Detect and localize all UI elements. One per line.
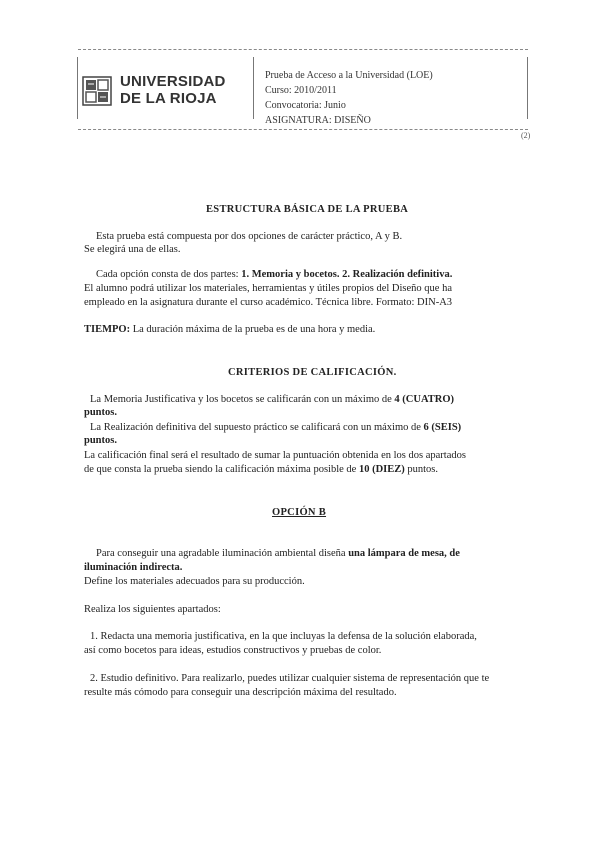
exam-title: Prueba de Acceso a la Universidad (LOE) xyxy=(265,70,433,81)
criteria-c3-line1: La calificación final será el resultado de sumar la puntuación obtenida en los dos apartados xyxy=(84,450,466,461)
structure-p2-line1 xyxy=(96,268,452,281)
task2-line1: 2. Estudio definitivo. Para realizarlo, puedes utilizar cualquier sistema de representación que te xyxy=(90,673,490,684)
task1-line2: así como bocetos para ideas, estudios constructivos y pruebas de color. xyxy=(84,645,382,656)
criteria-c2-text: La Realización definitiva del supuesto práctico se calificará con un máximo de xyxy=(90,422,424,433)
university-name-line1: UNIVERSIDAD xyxy=(120,73,226,90)
option-intro-line3: Define los materiales adecuados para su producción. xyxy=(84,576,305,587)
criteria-title: CRITERIOS DE CALIFICACIÓN. xyxy=(228,367,397,378)
criteria-c2-line2: puntos. xyxy=(84,435,117,446)
time-text: La duración máxima de la prueba es de una hora y media. xyxy=(130,324,376,335)
task2-line2: resulte más cómodo para conseguir una descripción máxima del resultado. xyxy=(84,687,397,698)
structure-p2-parts: 1. Memoria y bocetos. 2. Realización definitiva. xyxy=(241,269,453,280)
structure-p2-text: Cada opción consta de dos partes: xyxy=(96,269,242,280)
option-intro-text: Para conseguir una agradable iluminación ambiental diseña xyxy=(96,548,349,559)
criteria-c3-text: de que consta la prueba siendo la calificación máxima posible de xyxy=(84,464,359,475)
criteria-c1-line1 xyxy=(90,393,454,406)
criteria-c2-line1 xyxy=(90,421,461,434)
header-top-border xyxy=(78,49,528,50)
criteria-c1-text: La Memoria Justificativa y los bocetos se calificarán con un máximo de xyxy=(90,394,395,405)
structure-title: ESTRUCTURA BÁSICA DE LA PRUEBA xyxy=(206,204,409,215)
structure-p2-line2: El alumno podrá utilizar los materiales, herramientas y útiles propios del Diseño que ha xyxy=(84,283,452,294)
university-name-line2: DE LA RIOJA xyxy=(120,90,217,107)
criteria-c1-line2: puntos. xyxy=(84,407,117,418)
structure-p2-line3: empleado en la asignatura durante el curso académico. Técnica libre. Formato: DIN-A3 xyxy=(84,297,453,308)
university-crest-icon xyxy=(82,76,112,106)
header-bottom-border xyxy=(78,129,528,130)
option-intro-line1 xyxy=(96,547,460,560)
header-divider xyxy=(253,57,254,119)
time-label: TIEMPO: xyxy=(84,324,131,335)
university-logo xyxy=(120,73,226,107)
page-mark: (2) xyxy=(521,131,531,140)
criteria-c3-suffix: puntos. xyxy=(404,464,439,475)
exam-session: Convocatoria: Junio xyxy=(265,100,346,111)
criteria-c2-points: 6 (SEIS) xyxy=(423,422,462,433)
tasks-label: Realiza los siguientes apartados: xyxy=(84,604,221,615)
structure-p1-line1: Esta prueba está compuesta por dos opciones de carácter práctico, A y B. xyxy=(96,231,403,242)
criteria-c1-points: 4 (CUATRO) xyxy=(394,394,454,405)
structure-p1-line2: Se elegirá una de ellas. xyxy=(84,244,181,255)
header-right-border xyxy=(527,57,528,119)
criteria-c3-line2 xyxy=(84,463,438,476)
exam-info xyxy=(265,68,433,128)
option-title: OPCIÓN B xyxy=(272,507,327,518)
criteria-c3-points: 10 (DIEZ) xyxy=(358,464,405,475)
task1-line1: 1. Redacta una memoria justificativa, en la que incluyas la defensa de la solución elaborada, xyxy=(90,631,477,642)
exam-course: Curso: 2010/2011 xyxy=(265,85,337,96)
option-intro-line2: iluminación indirecta. xyxy=(84,562,183,573)
exam-subject: ASIGNATURA: DISEÑO xyxy=(265,115,371,126)
time-line xyxy=(84,323,375,336)
header-left-border xyxy=(77,57,78,119)
option-intro-object: una lámpara de mesa, de xyxy=(348,548,460,559)
